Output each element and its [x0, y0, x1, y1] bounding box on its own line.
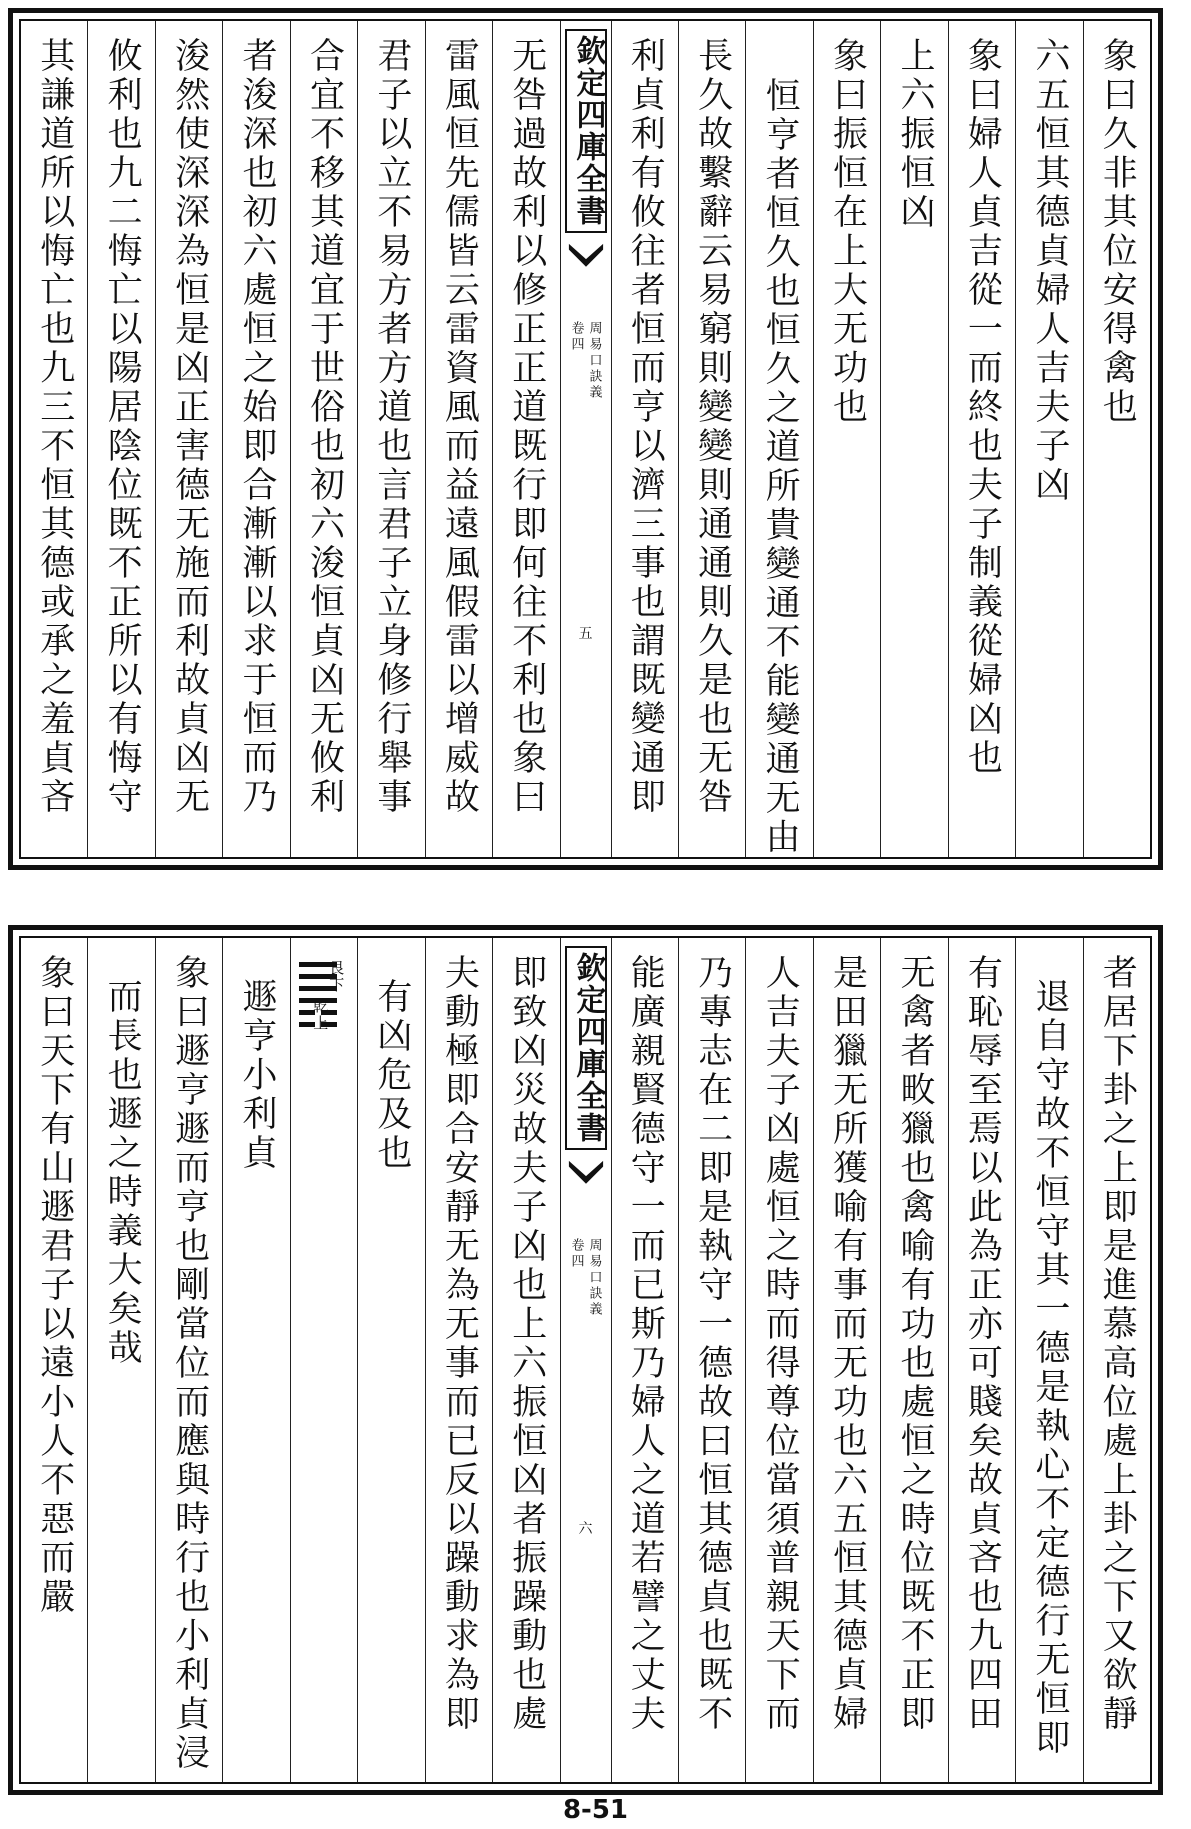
- column-text: 浚然使深深為恒是凶正害德无施而利故貞凶无: [169, 37, 210, 817]
- column-text: 君子以立不易方者方道也言君子立身修行舉事: [371, 37, 412, 817]
- column-text: 恒亨者恒久也恒久之道所貴變通不能變通无由: [760, 77, 801, 857]
- text-column: [813, 21, 880, 857]
- lower-trigram-label: 艮下: [327, 960, 346, 994]
- column-text: 夫動極即合安靜无為无事而已反以躁動求為即: [439, 954, 480, 1734]
- column-text: 人吉夫子凶處恒之時而得尊位當須普親天下而: [760, 954, 801, 1734]
- text-column: [745, 938, 812, 1782]
- column-text: 无咎過故利以修正正道既行即何往不利也象曰: [506, 37, 547, 817]
- volume-label: 卷四: [568, 321, 584, 353]
- fish-tail-mark: [567, 1158, 605, 1198]
- column-text: 能廣親賢德守一而已斯乃婦人之道若譬之丈夫: [625, 954, 666, 1734]
- column-text: 象曰遯亨遯而亨也剛當位而應與時行也小利貞浸: [169, 954, 210, 1773]
- column-text: 利貞利有攸往者恒而亨以濟三事也謂既變通即: [625, 37, 666, 817]
- text-column: [1015, 21, 1082, 857]
- column-text: 上六振恒凶: [894, 37, 935, 232]
- column-text: 象曰久非其位安得禽也: [1097, 37, 1138, 427]
- column-text: 攸利也九二悔亡以陽居陰位既不正所以有悔守: [102, 37, 143, 817]
- center-title-column: [560, 21, 611, 857]
- text-column: [425, 21, 492, 857]
- text-column: [357, 938, 424, 1782]
- column-text: 有恥辱至焉以此為正亦可賤矣故貞吝也九四田: [962, 954, 1003, 1734]
- column-text: 遯亨小利貞: [237, 978, 278, 1173]
- column-text: 而長也遯之時義大矣哉: [102, 978, 143, 1368]
- column-text: 其謙道所以悔亡也九三不恒其德或承之羞貞吝: [34, 37, 75, 817]
- column-text: 退自守故不恒守其一德是執心不定德行无恒即: [1029, 978, 1070, 1758]
- text-column: [1083, 21, 1150, 857]
- text-column: [611, 21, 678, 857]
- book-title: 欽定四庫全書: [565, 29, 607, 233]
- book-subtitle: 周易口訣義: [586, 1238, 602, 1318]
- column-text: 无禽者畋獵也禽喻有功也處恒之時位既不正即: [894, 954, 935, 1734]
- fish-tail-mark: [567, 241, 605, 281]
- column-text: 六五恒其德貞婦人吉夫子凶: [1029, 37, 1070, 505]
- bottom-page: [8, 925, 1163, 1795]
- text-column: [155, 938, 222, 1782]
- top-columns: [21, 21, 1150, 857]
- column-text: 合宜不移其道宜于世俗也初六浚恒貞凶无攸利: [304, 37, 345, 817]
- page-number: 六: [578, 1521, 593, 1537]
- text-column: [745, 21, 812, 857]
- text-column: [425, 938, 492, 1782]
- text-column: [948, 21, 1015, 857]
- bottom-page-frame: [19, 936, 1152, 1784]
- text-column: [948, 938, 1015, 1782]
- text-column: [492, 938, 559, 1782]
- text-column: [813, 938, 880, 1782]
- book-title: 欽定四庫全書: [565, 946, 607, 1150]
- column-text: 長久故繫辭云易窮則變變則通通則久是也无咎: [692, 37, 733, 817]
- column-text: 有凶危及也: [371, 978, 412, 1173]
- book-subtitle: 周易口訣義: [586, 321, 602, 401]
- column-text: 是田獵无所獲喻有事而无功也六五恒其德貞婦: [827, 954, 868, 1734]
- column-text: 者居下卦之上即是進慕高位處上卦之下又欲靜: [1097, 954, 1138, 1734]
- text-column: [611, 938, 678, 1782]
- text-column: [21, 21, 87, 857]
- column-text: 象曰振恒在上大无功也: [827, 37, 868, 427]
- column-text: 雷風恒先儒皆云雷資風而益遠風假雷以增威故: [439, 37, 480, 817]
- text-column: [1015, 938, 1082, 1782]
- hexagram-column: [290, 938, 357, 1782]
- top-page: [8, 8, 1163, 870]
- text-column: [87, 938, 154, 1782]
- footer-page-number: 8-51: [562, 1795, 629, 1825]
- column-text: 即致凶災故夫子凶也上六振恒凶者振躁動也處: [506, 954, 547, 1734]
- text-column: [678, 21, 745, 857]
- text-column: [21, 938, 87, 1782]
- text-column: [357, 21, 424, 857]
- column-text: 象曰婦人貞吉從一而終也夫子制義從婦凶也: [962, 37, 1003, 778]
- column-text: 象曰天下有山遯君子以遠小人不惡而嚴: [34, 954, 75, 1617]
- text-column: [1083, 938, 1150, 1782]
- column-text: 乃專志在二即是執守一德故曰恒其德貞也既不: [692, 954, 733, 1734]
- upper-trigram-label: 乾上: [311, 998, 330, 1032]
- text-column: [290, 21, 357, 857]
- page-number: 五: [578, 626, 593, 642]
- text-column: [222, 938, 289, 1782]
- top-page-frame: [19, 19, 1152, 859]
- column-text: 者浚深也初六處恒之始即合漸漸以求于恒而乃: [237, 37, 278, 817]
- text-column: [678, 938, 745, 1782]
- text-column: [880, 21, 947, 857]
- text-column: [155, 21, 222, 857]
- text-column: [880, 938, 947, 1782]
- text-column: [492, 21, 559, 857]
- bottom-columns: [21, 938, 1150, 1782]
- volume-label: 卷四: [568, 1238, 584, 1270]
- center-title-column: [560, 938, 611, 1782]
- text-column: [87, 21, 154, 857]
- text-column: [222, 21, 289, 857]
